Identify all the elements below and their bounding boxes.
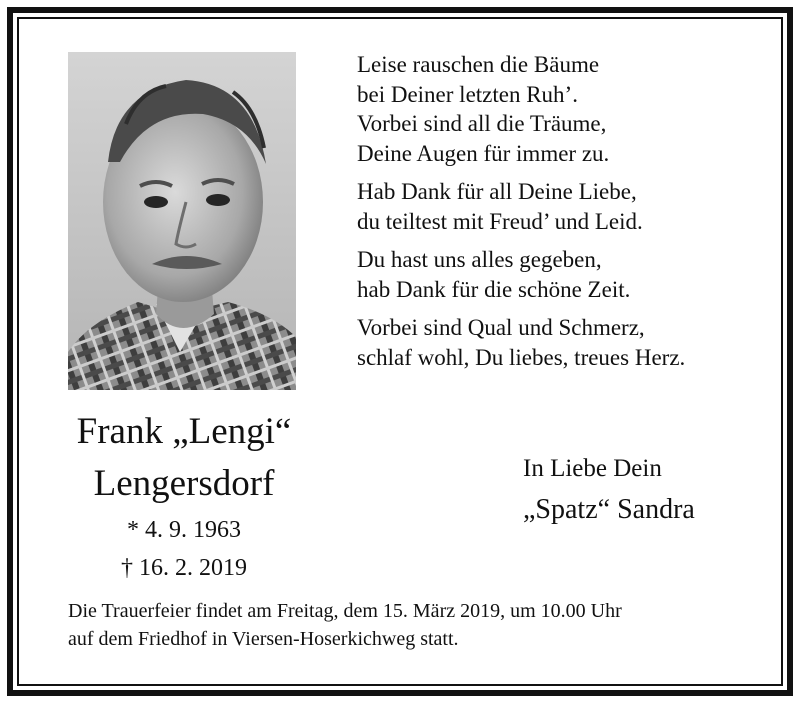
birth-date: * 4. 9. 1963 (127, 517, 241, 543)
poem-line: Deine Augen für immer zu. (357, 140, 610, 166)
signature-name: „Spatz“ Sandra (523, 494, 695, 525)
poem-line: Vorbei sind all die Träume, (357, 111, 607, 136)
poem-line: hab Dank für die schöne Zeit. (357, 276, 631, 302)
poem-line: du teiltest mit Freud’ und Leid. (357, 208, 643, 234)
poem-line: bei Deiner letzten Ruh’. (357, 81, 578, 107)
poem-stanza (357, 313, 757, 372)
poem-line: Du hast uns alles gegeben, (357, 247, 602, 272)
poem-line: Vorbei sind Qual und Schmerz, (357, 315, 645, 340)
poem-stanza (357, 50, 757, 168)
funeral-notice-line: auf dem Friedhof in Viersen-Hoserkichweg statt. (68, 628, 459, 650)
poem-line: Hab Dank für all Deine Liebe, (357, 179, 637, 204)
poem-stanza (357, 245, 757, 304)
portrait-photo (68, 52, 296, 390)
deceased-name-last: Lengersdorf (93, 463, 275, 504)
deceased-name-first: Frank „Lengi“ (76, 411, 292, 452)
funeral-notice (68, 597, 768, 653)
poem-line: Leise rauschen die Bäume (357, 52, 600, 77)
death-date: † 16. 2. 2019 (121, 555, 247, 581)
poem (357, 50, 757, 381)
poem-stanza (357, 177, 757, 236)
signature-greeting: In Liebe Dein (523, 455, 662, 482)
funeral-notice-line: Die Trauerfeier findet am Freitag, dem 15. März 2019, um 10.00 Uhr (68, 600, 622, 622)
poem-line: schlaf wohl, Du liebes, treues Herz. (357, 344, 686, 370)
